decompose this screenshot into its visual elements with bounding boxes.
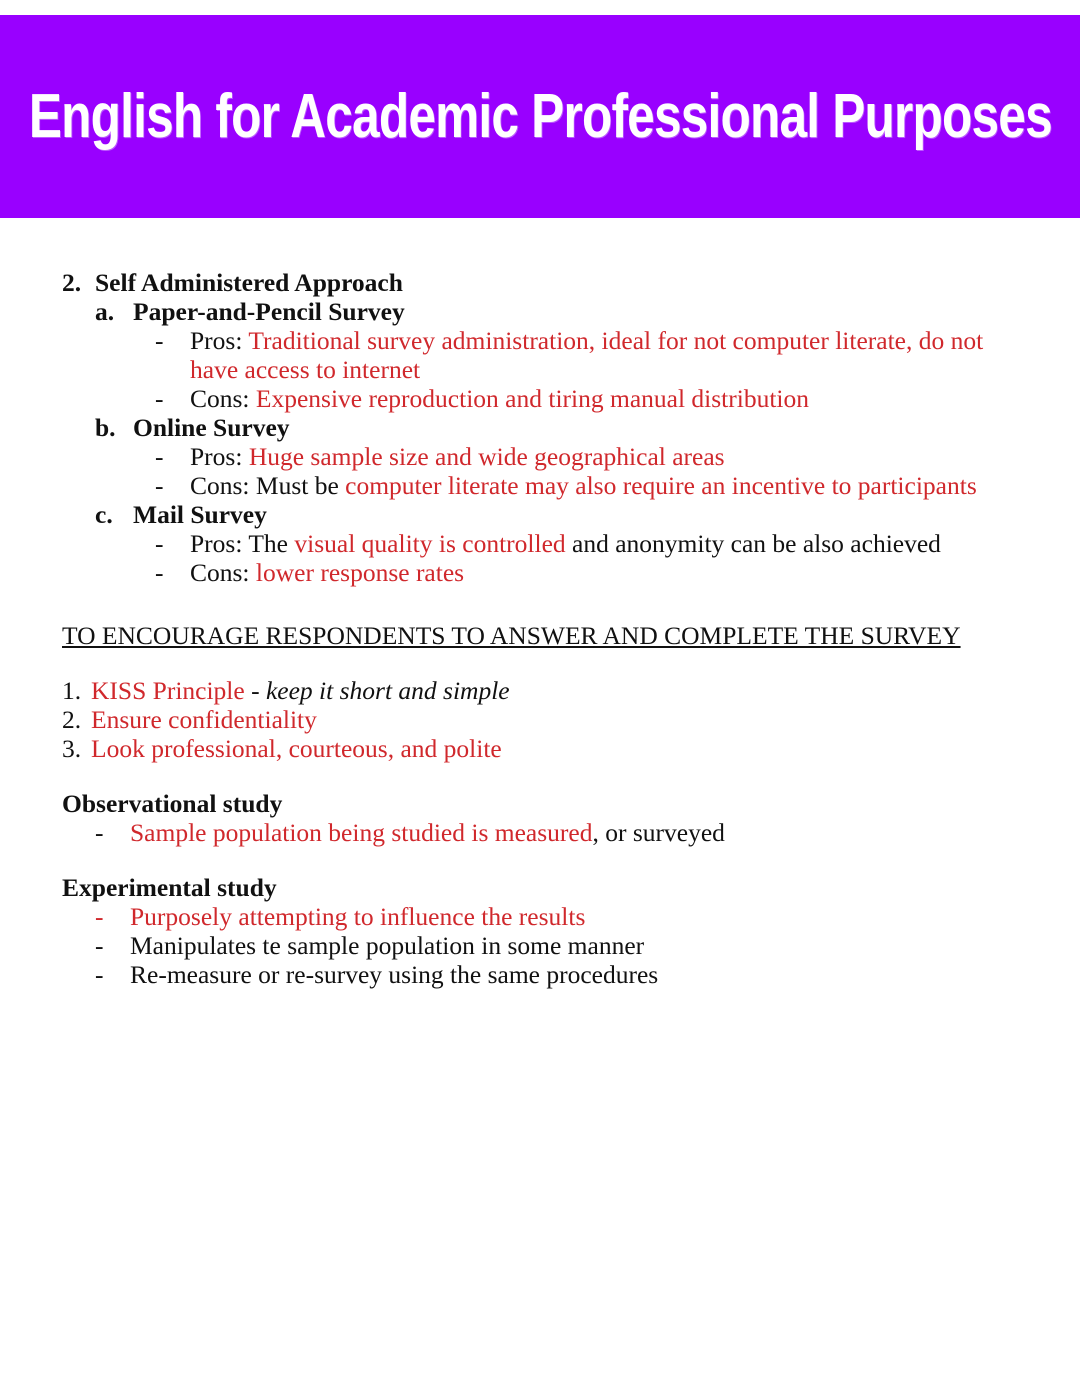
experimental-point-row	[0, 960, 1080, 989]
point-label: Cons:	[190, 558, 250, 587]
experimental-point-row	[0, 931, 1080, 960]
observational-heading: Observational study	[62, 789, 283, 818]
point-text	[190, 529, 1080, 558]
point-label: Cons:	[190, 384, 250, 413]
point-lead-text: Must be	[255, 471, 339, 500]
point-lead-text: The	[248, 529, 289, 558]
approach-heading-row	[0, 500, 1080, 529]
point-black-text: Re-measure or re-survey using the same procedures	[130, 960, 659, 989]
page-title: English for Academic Professional Purposes	[28, 81, 1052, 151]
point-text	[190, 384, 1080, 413]
list-item-red-text: Ensure confidentiality	[91, 705, 317, 734]
bullet-dash-icon: -	[95, 931, 104, 960]
list-item-text	[91, 676, 1080, 705]
point-value-continued: have access to internet	[190, 355, 421, 384]
encourage-heading: TO ENCOURAGE RESPONDENTS TO ANSWER AND COMPLETE THE SURVEY	[62, 621, 961, 650]
point-row	[0, 326, 1080, 384]
point-row	[0, 471, 1080, 500]
point-label: Pros:	[190, 326, 243, 355]
bullet-dash-icon: -	[155, 326, 164, 355]
approach-marker: a.	[95, 297, 115, 326]
point-black-tail: , or surveyed	[592, 818, 725, 847]
list-marker: 1.	[62, 676, 82, 705]
point-text	[190, 558, 1080, 587]
bullet-dash-icon: -	[155, 384, 164, 413]
list-marker: 3.	[62, 734, 82, 763]
document-body	[0, 268, 1080, 989]
list-item-red-text: Look professional, courteous, and polite	[91, 734, 502, 763]
encourage-list-item	[0, 705, 1080, 734]
encourage-list-item	[0, 676, 1080, 705]
experimental-point-row	[0, 902, 1080, 931]
list-item-italic-text: keep it short and simple	[265, 676, 510, 705]
spacer	[0, 650, 1080, 676]
approach-title: Online Survey	[133, 413, 290, 442]
point-label: Pros:	[190, 442, 243, 471]
point-row	[0, 384, 1080, 413]
section-heading-row	[0, 268, 1080, 297]
point-black-text: Manipulates te sample population in some manner	[130, 931, 645, 960]
point-red-text: Sample population being studied is measured	[130, 818, 593, 847]
section-heading: Self Administered Approach	[95, 268, 403, 297]
encourage-list-item	[0, 734, 1080, 763]
approach-heading-row	[0, 297, 1080, 326]
approach-marker: c.	[95, 500, 113, 529]
point-value: visual quality is controlled	[294, 529, 566, 558]
spacer	[0, 847, 1080, 873]
bullet-dash-icon: -	[155, 471, 164, 500]
observational-point-row	[0, 818, 1080, 847]
list-item-separator: -	[251, 676, 260, 705]
bullet-dash-icon: -	[95, 902, 104, 931]
point-value: computer literate may also require an incentive to participants	[345, 471, 977, 500]
list-item-red-text: KISS Principle	[91, 676, 245, 705]
approach-title: Paper-and-Pencil Survey	[133, 297, 405, 326]
section-number: 2.	[62, 268, 82, 297]
spacer	[0, 587, 1080, 621]
approach-heading-row	[0, 413, 1080, 442]
point-value: Expensive reproduction and tiring manual distribution	[255, 384, 809, 413]
point-text	[190, 471, 1080, 500]
spacer	[0, 763, 1080, 789]
point-row	[0, 442, 1080, 471]
point-value: Traditional survey administration, ideal for not computer literate, do not	[248, 326, 984, 355]
bullet-dash-icon: -	[95, 818, 104, 847]
observational-point-text	[130, 818, 1080, 847]
point-row	[0, 529, 1080, 558]
point-tail-text: and anonymity can be also achieved	[572, 529, 941, 558]
point-value: Huge sample size and wide geographical areas	[248, 442, 725, 471]
bullet-dash-icon: -	[155, 558, 164, 587]
bullet-dash-icon: -	[155, 529, 164, 558]
point-row	[0, 558, 1080, 587]
point-text	[190, 442, 1080, 471]
title-banner	[0, 15, 1080, 218]
approach-marker: b.	[95, 413, 116, 442]
bullet-dash-icon: -	[95, 960, 104, 989]
point-label: Pros:	[190, 529, 243, 558]
bullet-dash-icon: -	[155, 442, 164, 471]
experimental-heading: Experimental study	[62, 873, 277, 902]
list-marker: 2.	[62, 705, 82, 734]
approach-title: Mail Survey	[133, 500, 267, 529]
point-label: Cons:	[190, 471, 250, 500]
point-value: lower response rates	[255, 558, 465, 587]
point-text	[190, 326, 1080, 384]
point-red-text: Purposely attempting to influence the results	[130, 902, 586, 931]
